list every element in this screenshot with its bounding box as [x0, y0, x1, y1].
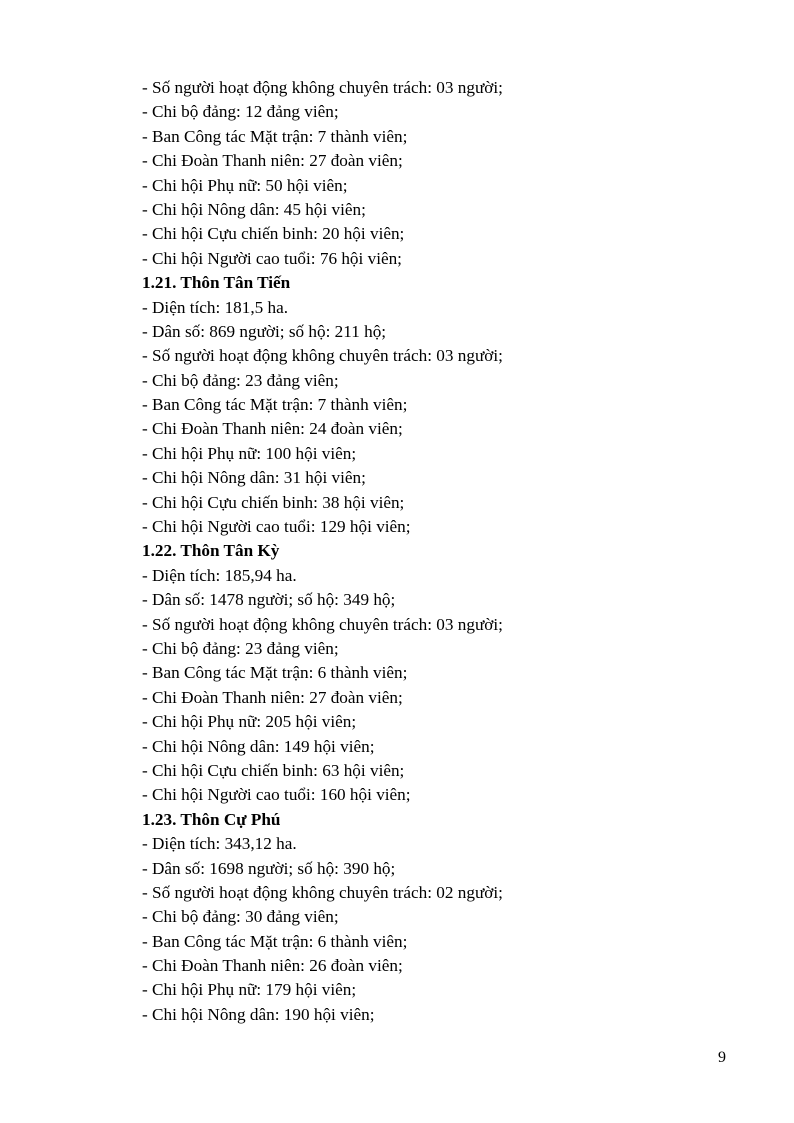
list-item: - Chi hội Phụ nữ: 100 hội viên; — [142, 443, 357, 463]
list-item: - Diện tích: 185,94 ha. — [142, 565, 297, 585]
top-list — [142, 76, 742, 271]
list-item: - Diện tích: 181,5 ha. — [142, 297, 289, 317]
list-item: - Ban Công tác Mặt trận: 7 thành viên; — [142, 126, 408, 146]
list-item: - Chi hội Phụ nữ: 179 hội viên; — [142, 980, 357, 1000]
section-cu-phu — [142, 808, 742, 1028]
list-item: - Dân số: 869 người; số hộ: 211 hộ; — [142, 321, 387, 341]
list-item: - Dân số: 1478 người; số hộ: 349 hộ; — [142, 590, 396, 610]
list-item: - Chi hội Phụ nữ: 205 hội viên; — [142, 712, 357, 732]
list-item: - Chi hội Cựu chiến binh: 38 hội viên; — [142, 492, 405, 512]
list-item: - Chi hội Cựu chiến binh: 63 hội viên; — [142, 760, 405, 780]
list-item: - Số người hoạt động không chuyên trách: 03 người; — [142, 78, 503, 97]
list-item: - Chi bộ đảng: 12 đảng viên; — [142, 102, 339, 122]
section-tan-tien — [142, 271, 742, 539]
list-item: - Số người hoạt động không chuyên trách: 02 người; — [142, 882, 503, 902]
list-item: - Ban Công tác Mặt trận: 7 thành viên; — [142, 395, 408, 415]
list-item: - Chi hội Người cao tuổi: 76 hội viên; — [142, 248, 402, 268]
list-item: - Chi hội Nông dân: 190 hội viên; — [142, 1004, 375, 1024]
list-item: - Chi bộ đảng: 23 đảng viên; — [142, 370, 339, 390]
list-item: - Chi hội Nông dân: 149 hội viên; — [142, 736, 375, 756]
document-body — [142, 76, 742, 1027]
section-tan-ky — [142, 539, 742, 807]
list-item: - Số người hoạt động không chuyên trách: 03 người; — [142, 346, 503, 366]
list-item: - Chi Đoàn Thanh niên: 27 đoàn viên; — [142, 151, 403, 171]
list-item: - Chi hội Nông dân: 31 hội viên; — [142, 468, 366, 488]
list-item: - Chi hội Cựu chiến binh: 20 hội viên; — [142, 224, 405, 244]
list-item: - Chi bộ đảng: 30 đảng viên; — [142, 907, 339, 927]
list-item: - Chi hội Người cao tuổi: 129 hội viên; — [142, 517, 411, 537]
list-item: - Ban Công tác Mặt trận: 6 thành viên; — [142, 663, 408, 683]
list-item: - Số người hoạt động không chuyên trách: 03 người; — [142, 614, 503, 634]
list-item: - Chi hội Người cao tuổi: 160 hội viên; — [142, 785, 411, 805]
section-heading: 1.22. Thôn Tân Kỳ — [142, 541, 280, 561]
section-heading: 1.21. Thôn Tân Tiến — [142, 273, 291, 293]
section-heading: 1.23. Thôn Cự Phú — [142, 809, 281, 829]
list-item: - Diện tích: 343,12 ha. — [142, 834, 297, 854]
list-item: - Ban Công tác Mặt trận: 6 thành viên; — [142, 931, 408, 951]
list-item: - Chi hội Phụ nữ: 50 hội viên; — [142, 175, 348, 195]
list-item: - Dân số: 1698 người; số hộ: 390 hộ; — [142, 858, 396, 878]
list-item: - Chi bộ đảng: 23 đảng viên; — [142, 638, 339, 658]
list-item: - Chi Đoàn Thanh niên: 27 đoàn viên; — [142, 687, 403, 707]
list-item: - Chi Đoàn Thanh niên: 24 đoàn viên; — [142, 419, 403, 439]
list-item: - Chi Đoàn Thanh niên: 26 đoàn viên; — [142, 956, 403, 976]
page-number: 9 — [718, 1049, 726, 1066]
list-item: - Chi hội Nông dân: 45 hội viên; — [142, 199, 366, 219]
